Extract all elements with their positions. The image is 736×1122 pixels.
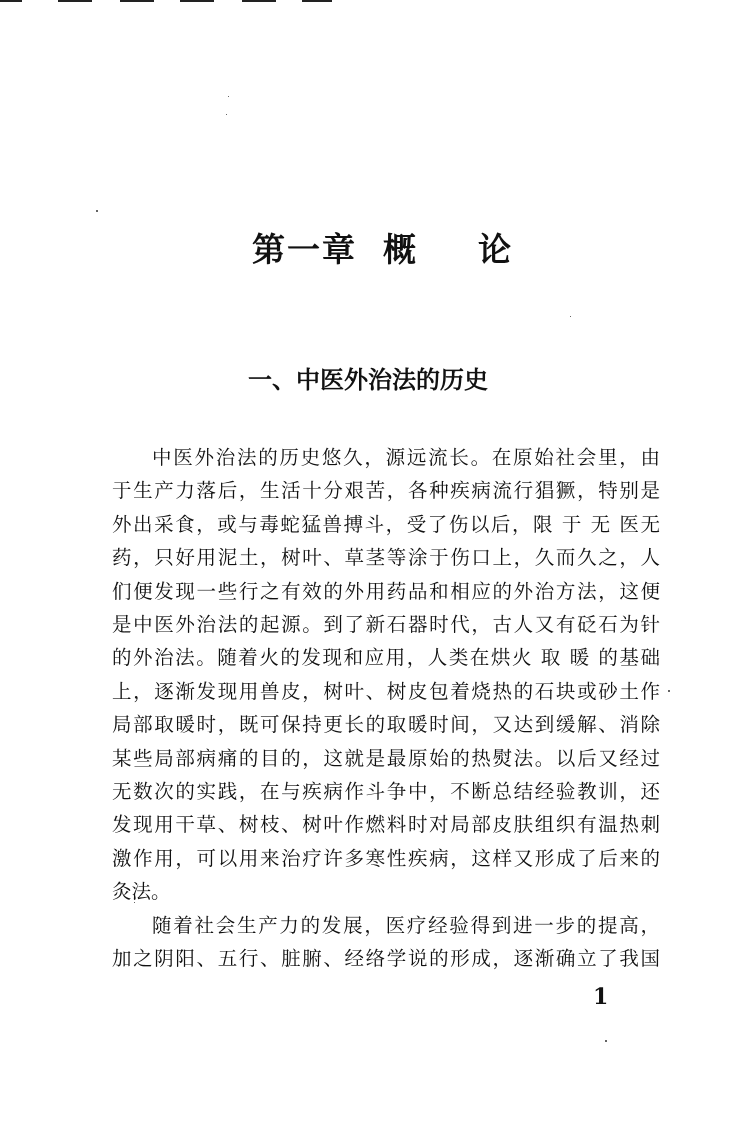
text-line: 无数次的实践，在与疾病作斗争中，不断总结经验教训，还 [112, 780, 660, 804]
text-line: 加之阴阳、五行、脏腑、经络学说的形成，逐渐确立了我国 [112, 947, 660, 971]
chapter-heading [252, 224, 522, 271]
scan-speck [228, 96, 229, 97]
text-line: 外出采食，或与毒蛇猛兽搏斗，受了伤以后，限 于 无 医无 [112, 512, 660, 536]
text-line: 中医外治法的历史悠久，源远流长。在原始社会里，由 [152, 446, 660, 469]
text-line: 上，逐渐发现用兽皮，树叶、树皮包着烧热的石块或砂土作 [112, 679, 660, 703]
text-line: 随着社会生产力的发展，医疗经验得到进一步的提高， [152, 913, 660, 937]
scan-speck [570, 316, 571, 317]
text-line: 们便发现一些行之有效的外用药品和相应的外治方法，这便 [112, 579, 660, 603]
scan-edge-mark [180, 0, 214, 2]
body-text [112, 441, 660, 976]
page-number: 1 [593, 984, 609, 1010]
chapter-number: 第一章 [252, 230, 357, 269]
text-line: 发现用干草、树枝、树叶作燃料时对局部皮肤组织有温热刺 [112, 813, 660, 837]
scan-edge-mark [302, 0, 332, 2]
scan-speck [668, 690, 670, 692]
text-line: 某些局部病痛的目的，这就是最原始的热熨法。以后又经过 [112, 746, 660, 770]
text-line: 于生产力落后，生活十分艰苦，各种疾病流行猖獗，特别是 [112, 479, 660, 503]
text-line: 局部取暖时，既可保持更长的取暖时间，又达到缓解、消除 [112, 713, 660, 737]
scan-edge-mark [0, 0, 22, 2]
text-line: 灸法。 [112, 880, 171, 904]
scan-speck [96, 210, 98, 212]
chapter-title-part2: 论 [478, 230, 513, 269]
text-line: 药，只好用泥土，树叶、草茎等涂于伤口上，久而久之，人 [112, 546, 660, 570]
scan-edge-mark [58, 0, 92, 2]
scan-edge-mark [242, 0, 276, 2]
scan-speck [605, 1040, 607, 1042]
chapter-title-part1: 概 [383, 230, 418, 269]
text-line: 是中医外治法的起源。到了新石器时代，古人又有砭石为针 [112, 613, 660, 637]
text-line: 的外治法。随着火的发现和应用，人类在烘火 取 暖 的基础 [112, 646, 660, 670]
scan-edge-mark [120, 0, 154, 2]
scan-speck [226, 114, 227, 115]
section-heading: 一、中医外治法的历史 [248, 366, 488, 394]
text-line: 激作用，可以用来治疗许多寒性疾病，这样又形成了后来的 [112, 846, 660, 870]
